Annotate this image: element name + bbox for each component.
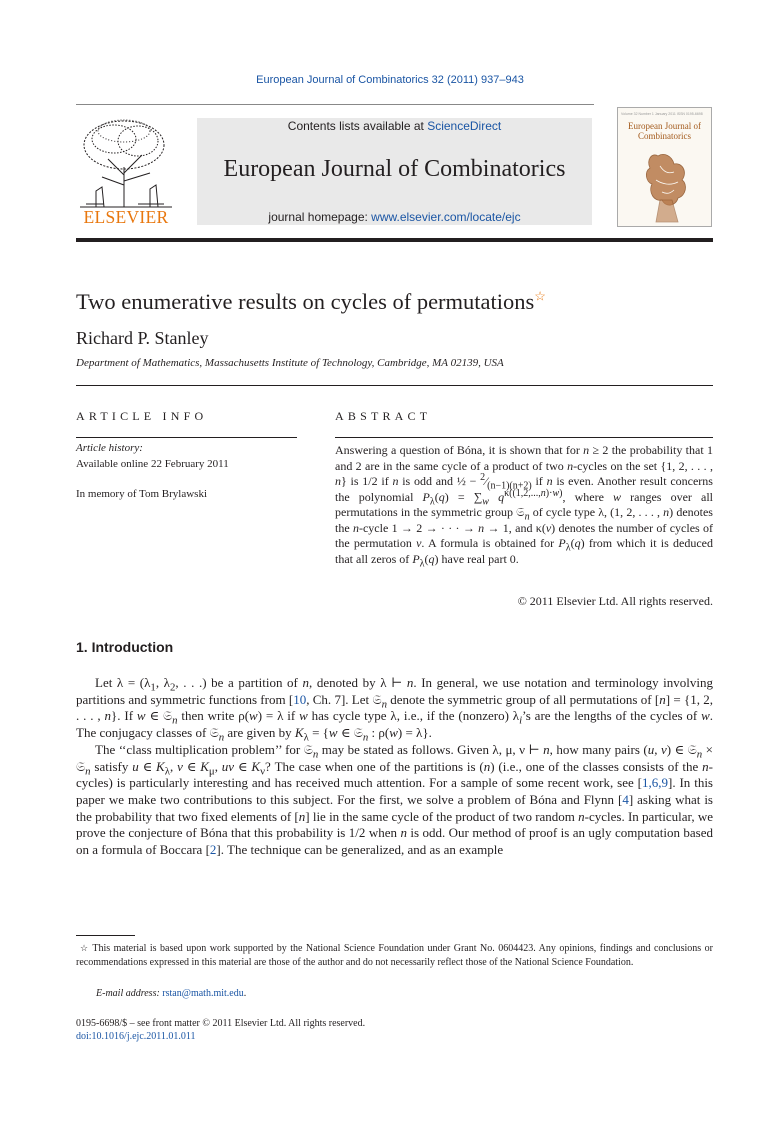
- elsevier-wordmark: ELSEVIER: [83, 207, 169, 227]
- sciencedirect-link[interactable]: ScienceDirect: [427, 119, 502, 133]
- math-p-lambda-def: $P_\lambda(q) = \sum_w$ $q^{\kappa((1,2,...,n)\cdot w)}$: [422, 487, 563, 507]
- article-info-rule: [76, 437, 297, 438]
- abstract-heading: ABSTRACT: [335, 409, 432, 423]
- header-top-rule: [76, 104, 594, 105]
- contents-line: [197, 119, 592, 133]
- article-info-heading: ARTICLE INFO: [76, 409, 208, 423]
- citation-link-2[interactable]: 2: [209, 842, 217, 858]
- contents-prefix: Contents lists available at: [287, 119, 428, 133]
- header-thick-rule: [76, 238, 713, 242]
- cover-topline: Volume 32 Number 1 January 2011 ISSN 0195-6698: [621, 112, 703, 116]
- citation-link-10[interactable]: 10: [293, 691, 307, 707]
- affiliation-rule: [76, 385, 713, 386]
- homepage-line: [197, 210, 592, 224]
- doi-link[interactable]: doi:10.1016/j.ejc.2011.01.011: [76, 1031, 196, 1042]
- journal-citation[interactable]: European Journal of Combinatorics 32 (2011) 937–943: [256, 74, 524, 86]
- article-history-value: Available online 22 February 2011: [76, 458, 229, 470]
- cover-illustration-icon: [638, 146, 693, 224]
- issn-line: 0195-6698/$ – see front matter © 2011 Elsevier Ltd. All rights reserved.: [76, 1018, 366, 1029]
- citation-link-4[interactable]: 4: [622, 791, 629, 807]
- math-half-minus-fraction: ½ − $^2⁄_{(n-1)(n+2)}$: [456, 472, 532, 492]
- elsevier-tree-icon: [74, 115, 178, 210]
- journal-name: European Journal of Combinatorics: [223, 156, 566, 182]
- paper-title: [76, 289, 546, 315]
- abstract-text: Answering a question of Bóna, it is shown that for n ≥ 2 the probability that 1 and 2 are in the same cycle of a product of two n-cycles on the set {1, 2, . . . , n} is 1/2 if n is odd and ½ − $^2⁄_{(n-1)(n+2)}$ if n is even. Another result concerns the polynomial $P_\lambda(q) = \sum_w$ $q^{\kappa((1,2,...,n)\cdot w)}$, where w ranges over all permutations in the symmetric group 𝔖$_n$ of cycle type λ, (1, 2, . . . , n) denotes the n-cycle 1 → 2 → · · · → n → 1, and κ(v) denotes the number of cycles of the permutation v. A formula is obtained for $P_\lambda(q)$ from which it is deduced that all zeros of $P_\lambda(q)$ have real part 0.: [335, 443, 714, 569]
- introduction-body: [76, 675, 713, 859]
- author-affiliation: Department of Mathematics, Massachusetts Institute of Technology, Cambridge, MA 02139, USA: [76, 357, 504, 369]
- intro-paragraph-2: The ‘‘class multiplication problem’’ for 𝔖$_n$ may be stated as follows. Given λ, μ, ν ⊢ n, how many pairs (u, v) ∈ 𝔖$_n$ × 𝔖$_n$ satisfy u ∈ $K_\lambda$, v ∈ $K_\mu$, uv ∈ $K_\nu$? The case when one of the partitions is (n) (i.e., one of the classes consists of the n-cycles) is particularly interesting and has received much attention. For a sample of some recent work, see [1,6,9]. In this paper we make two contributions to this subject. For the first, we solve a problem of Bóna and Flynn [4] asking what is the probability that two fixed elements of [n] lie in the same cycle of the product of two random n-cycles. In particular, we prove the conjecture of Bóna that this probability is 1/2 when n is odd. Our method of proof is an ugly computation based on a formula of Boccara [2]. The technique can be generalized, and as an example: [76, 741, 714, 858]
- title-footnote-mark[interactable]: ☆: [534, 288, 546, 304]
- article-history-label: Article history:: [76, 442, 143, 454]
- cover-title: European Journal of Combinatorics: [628, 121, 701, 141]
- dedication: In memory of Tom Brylawski: [76, 488, 208, 500]
- abstract-copyright: © 2011 Elsevier Ltd. All rights reserved.: [517, 594, 713, 608]
- homepage-prefix: journal homepage:: [268, 210, 372, 224]
- author-email-link[interactable]: rstan@math.mit.edu: [162, 988, 244, 999]
- footnote-rule: [76, 935, 135, 936]
- citation-link-1-6-9[interactable]: 1,6,9: [641, 775, 668, 791]
- funding-footnote: ☆ This material is based upon work supported by the National Science Foundation under Grant No. 0604423. Any opinions, findings and conclusions or recommendations expressed in this material are those of the author and do not necessarily reflect those of the National Science Foundation.: [76, 943, 713, 968]
- author-name: Richard P. Stanley: [76, 328, 209, 348]
- paper-title-text: Two enumerative results on cycles of permutations: [76, 289, 535, 314]
- journal-cover-thumbnail: [617, 107, 712, 227]
- intro-paragraph-1: Let $\lambda = (\lambda_1$, $\lambda_2$, . . .) be a partition of n, denoted by λ ⊢ n. In general, we use notation and terminology involving partitions and symmetric functions from [10, Ch. 7]. Let 𝔖$_n$ denote the symmetric group of all permutations of [n] = {1, 2, . . . , n}. If w ∈ 𝔖$_n$ then write ρ(w) = λ if w has cycle type λ, i.e., if the (nonzero) $\lambda_i’s$ are the lengths of the cycles of w. The conjugacy classes of 𝔖$_n$ are given by $K_\lambda = \{w$ ∈ 𝔖$_n$ : ρ(w) = λ}.: [76, 675, 714, 744]
- email-line: E-mail address: rstan@math.mit.edu.: [96, 988, 247, 999]
- footnote-mark: ☆: [80, 943, 90, 953]
- section-heading-introduction: 1. Introduction: [76, 639, 174, 655]
- abstract-rule: [335, 437, 713, 438]
- homepage-link[interactable]: www.elsevier.com/locate/ejc: [371, 210, 521, 224]
